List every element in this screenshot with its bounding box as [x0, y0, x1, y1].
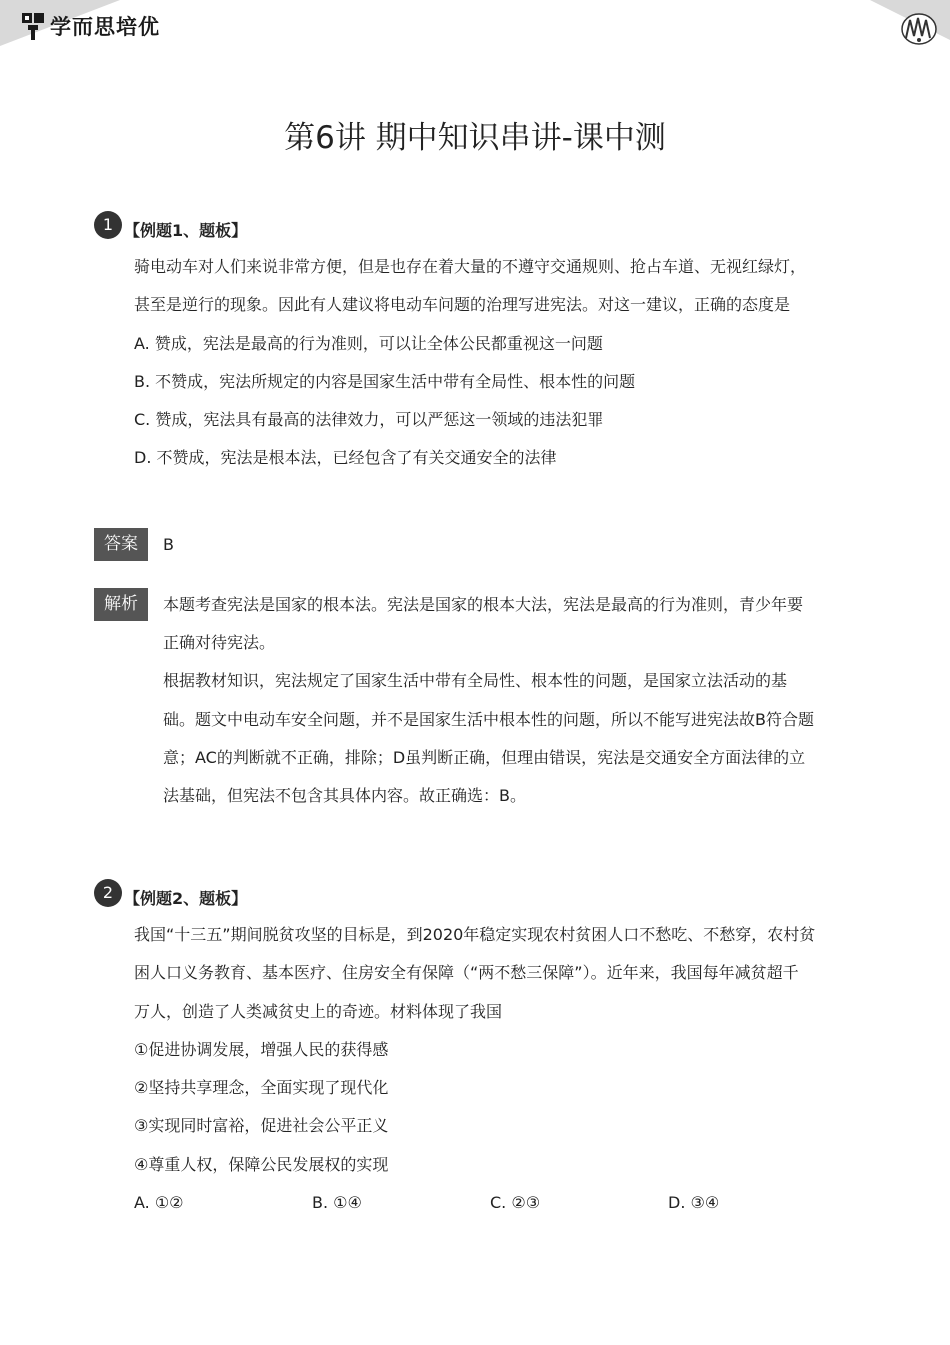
question-stem-line: 万人，创造了人类减贫史上的奇迹。材料体现了我国	[134, 1002, 503, 1021]
mascot-badge-icon	[900, 12, 938, 46]
statement-item: ④尊重人权，保障公民发展权的实现	[134, 1155, 389, 1174]
question-number-badge: 1	[94, 211, 122, 239]
question-stem-line: 困人口义务教育、基本医疗、住房安全有保障（“两不愁三保障”）。近年来，我国每年减贫超千	[134, 963, 799, 982]
brand-mark-icon	[20, 11, 46, 41]
brand-name: 学而思培优	[50, 15, 160, 39]
statement-item: ③实现同时富裕，促进社会公平正义	[134, 1116, 389, 1135]
analysis-line: 础。题文中电动车安全问题，并不是国家生活中根本性的问题，所以不能写进宪法故B符合题	[163, 710, 814, 729]
analysis-label: 解析	[94, 588, 148, 621]
analysis-line: 根据教材知识，宪法规定了国家生活中带有全局性、根本性的问题，是国家立法活动的基	[163, 671, 788, 690]
question-tag: 【例题1、题板】	[124, 221, 248, 240]
analysis-line: 本题考查宪法是国家的根本法。宪法是国家的根本大法，宪法是最高的行为准则，青少年要	[163, 595, 804, 614]
option-c: C. ②③	[490, 1193, 541, 1212]
page-title: 第6讲 期中知识串讲-课中测	[284, 120, 666, 156]
question-number-badge: 2	[94, 879, 122, 907]
analysis-line: 法基础，但宪法不包含其具体内容。故正确选：B。	[163, 786, 526, 805]
statement-item: ①促进协调发展，增强人民的获得感	[134, 1040, 389, 1059]
answer-label: 答案	[94, 528, 148, 561]
question-tag: 【例题2、题板】	[124, 889, 248, 908]
question-stem-line: 骑电动车对人们来说非常方便，但是也存在着大量的不遵守交通规则、抢占车道、无视红绿灯，	[134, 257, 807, 276]
option-b: B. 不赞成，宪法所规定的内容是国家生活中带有全局性、根本性的问题	[134, 372, 636, 391]
option-d: D. 不赞成，宪法是根本法，已经包含了有关交通安全的法律	[134, 448, 557, 467]
analysis-line: 正确对待宪法。	[163, 633, 276, 652]
analysis-line: 意；AC的判断就不正确，排除；D虽判断正确，但理由错误，宪法是交通安全方面法律的立	[163, 748, 806, 767]
option-a: A. 赞成，宪法是最高的行为准则，可以让全体公民都重视这一问题	[134, 334, 603, 353]
option-d: D. ③④	[668, 1193, 720, 1212]
question-stem-line: 我国“十三五”期间脱贫攻坚的目标是，到2020年稳定实现农村贫困人口不愁吃、不愁穿，农村贫	[134, 925, 816, 944]
option-a: A. ①②	[134, 1193, 184, 1212]
option-b: B. ①④	[312, 1193, 362, 1212]
brand-logo	[20, 10, 160, 42]
statement-item: ②坚持共享理念，全面实现了现代化	[134, 1078, 389, 1097]
answer-value: B	[163, 535, 174, 554]
option-c: C. 赞成，宪法具有最高的法律效力，可以严惩这一领域的违法犯罪	[134, 410, 604, 429]
question-stem-line: 甚至是逆行的现象。因此有人建议将电动车问题的治理写进宪法。对这一建议，正确的态度是	[134, 295, 791, 314]
